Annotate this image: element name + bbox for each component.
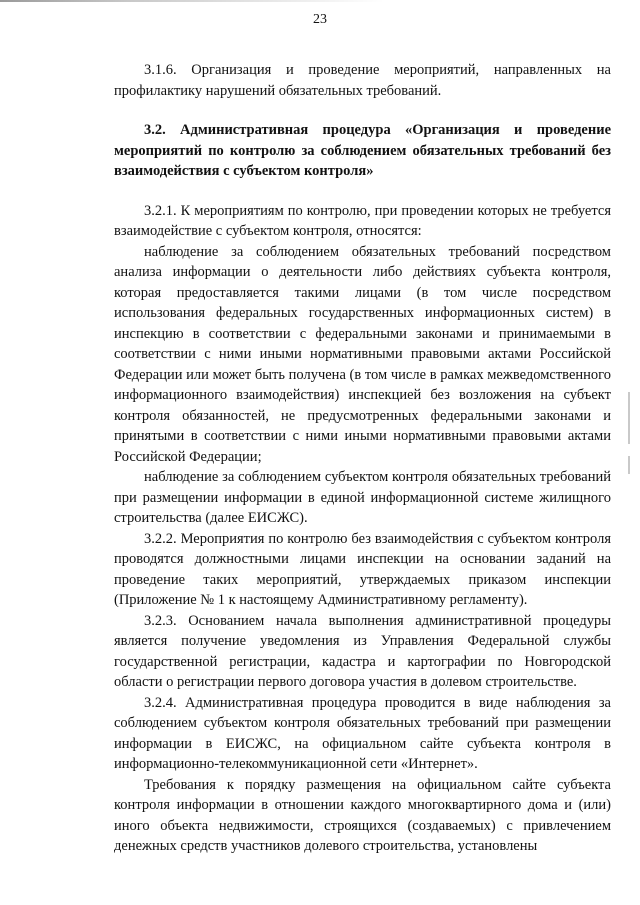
paragraph-3-2-1-item-1: наблюдение за соблюдением обязательных требований посредством анализа информации о деятельности либо действиях субъекта контроля, которая предоставляется такими лицами (в том числе посредством использования федеральных государственных информационных систем) в инспекцию в соответствии с федеральными законами и принимаемыми в соответствии с ними иными нормативными правовыми актами Российской Федерации или может быть получена (в том числе в рамках межведомственного информационного взаимодействия) инспекцией без возложения на субъект контроля обязанностей, не предусмотренных федеральными законами и принятыми в соответствии с ними иными нормативными правовыми актами Российской Федерации; bbox=[114, 243, 611, 465]
paragraph-3-2-1-item-2: наблюдение за соблюдением субъектом контроля обязательных требований при размещении информации в единой информационной системе жилищного строительства (далее ЕИСЖС). bbox=[114, 469, 611, 526]
paragraph-3-2-1: 3.2.1. К мероприятиям по контролю, при проведении которых не требуется взаимодействие с субъектом контроля, относятся: bbox=[114, 202, 611, 239]
paragraph-3-2-4: 3.2.4. Административная процедура проводится в виде наблюдения за соблюдением субъектом контроля обязательных требований при размещении информации в ЕИСЖС, на официальном сайте субъекта контроля в информационно-телекоммуникационной сети «Интернет». bbox=[114, 694, 611, 772]
margin-mark bbox=[628, 456, 630, 474]
paragraph-3-1-6: 3.1.6. Организация и проведение мероприятий, направленных на профилактику нарушений обязательных требований. bbox=[114, 62, 611, 99]
paragraph-3-2-3: 3.2.3. Основанием начала выполнения административной процедуры является получение уведомления из Управления Федеральной службы государственной регистрации, кадастра и картографии по Новгородской области о регистрации первого договора участия в долевом строительстве. bbox=[114, 612, 611, 690]
page-number: 23 bbox=[313, 12, 327, 27]
paragraph-3-2-4-requirements: Требования к порядку размещения на официальном сайте субъекта контроля информации в отношении каждого многоквартирного дома и (или) иного объекта недвижимости, строящихся (создаваемых) с привлечением денежных средств участников долевого строительства, установлены bbox=[114, 776, 611, 854]
document-body bbox=[114, 60, 611, 857]
paragraph-3-2-2: 3.2.2. Мероприятия по контролю без взаимодействия с субъектом контроля проводятся должностными лицами инспекции на основании заданий на проведение таких мероприятий, утверждаемых приказом инспекции (Приложение № 1 к настоящему Административному регламенту). bbox=[114, 530, 611, 608]
section-heading-3-2: 3.2. Административная процедура «Организация и проведение мероприятий по контролю за соблюдением обязательных требований без взаимодействия с субъектом контроля» bbox=[114, 122, 611, 179]
scan-edge bbox=[0, 0, 640, 2]
margin-mark bbox=[628, 392, 630, 444]
